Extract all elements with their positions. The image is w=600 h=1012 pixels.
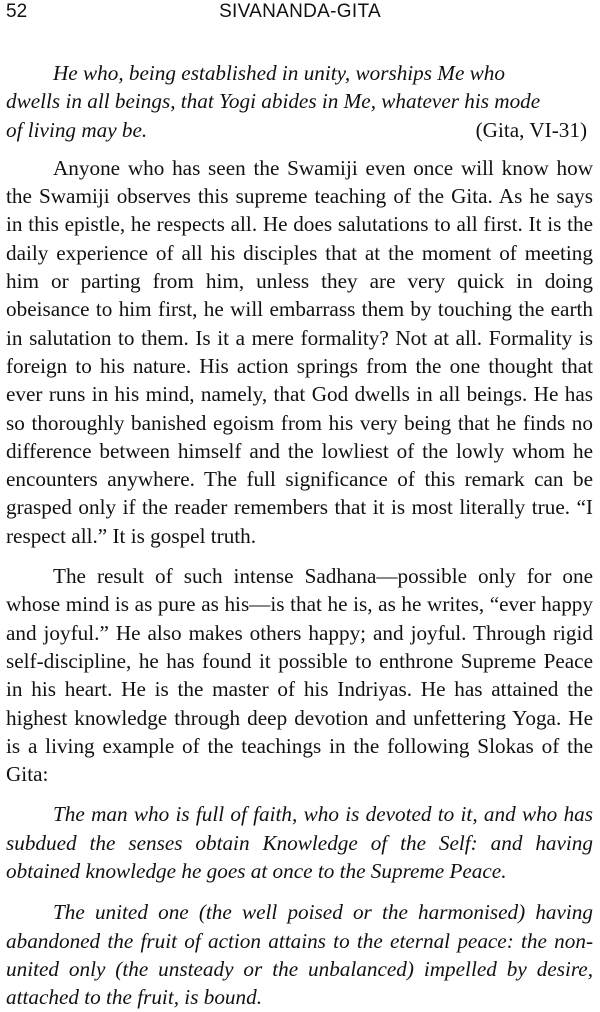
gita-quote-vi-31: [6, 59, 593, 144]
quote-closing-line: [6, 116, 593, 144]
gita-quote-united-one: The united one (the well poised or the harmonised) having abandoned the fruit of action attains to the eternal peace: the non-united only (the unsteady or the unbalanced) impelled by desire, attached to the fruit, is bound.: [6, 900, 593, 1010]
page-header: [0, 0, 600, 30]
running-head: SIVANANDA-GITA: [219, 1, 381, 22]
quote-reference: (Gita, VI-31): [475, 117, 587, 142]
gita-quote-faith: The man who is full of faith, who is devoted to it, and who has subdued the senses obtain Knowledge of the Self: and having obtained knowledge he goes at once to the Supreme Peace.: [6, 802, 593, 884]
paragraph-intense-sadhana: The result of such intense Sadhana—possible only for one whose mind is as pure as his—is that he is, as he writes, “ever happy and joyful.” He also makes others happy; and joyful. Through rigid self-discipline, he has found it possible to enthrone Supreme Peace in his heart. He is the master of his Indriyas. He has attained the highest knowledge through deep devotion and unfettering Yoga. He is a living example of the teachings in the following Slokas of the Gita:: [6, 564, 593, 787]
quote-line: He who, being established in unity, worships Me who: [53, 61, 505, 85]
page-body: [6, 59, 593, 1012]
page-number: 52: [6, 1, 28, 22]
quote-line: of living may be.: [6, 117, 148, 142]
quote-line: dwells in all beings, that Yogi abides in Me, whatever his mode: [6, 89, 541, 114]
paragraph-swamiji-respects-all: Anyone who has seen the Swamiji even once will know how the Swamiji observes this supreme teaching of the Gita. As he says in this epistle, he respects all. He does salutations to all first. It is the daily experience of all his disciples that at the moment of meeting him or parting from him, unless they are very quick in doing obeisance to him first, he will embarrass them by touching the earth in salutation to them. Is it a mere formality? Not at all. Formality is foreign to his nature. His action springs from the one thought that ever runs in his mind, namely, that God dwells in all beings. He has so thoroughly banished egoism from his very being that he finds no difference between himself and the lowliest of the lowly whom he encounters anywhere. The full significance of this remark can be grasped only if the reader remembers that it is most literally true. “I respect all.” It is gospel truth.: [6, 155, 593, 548]
